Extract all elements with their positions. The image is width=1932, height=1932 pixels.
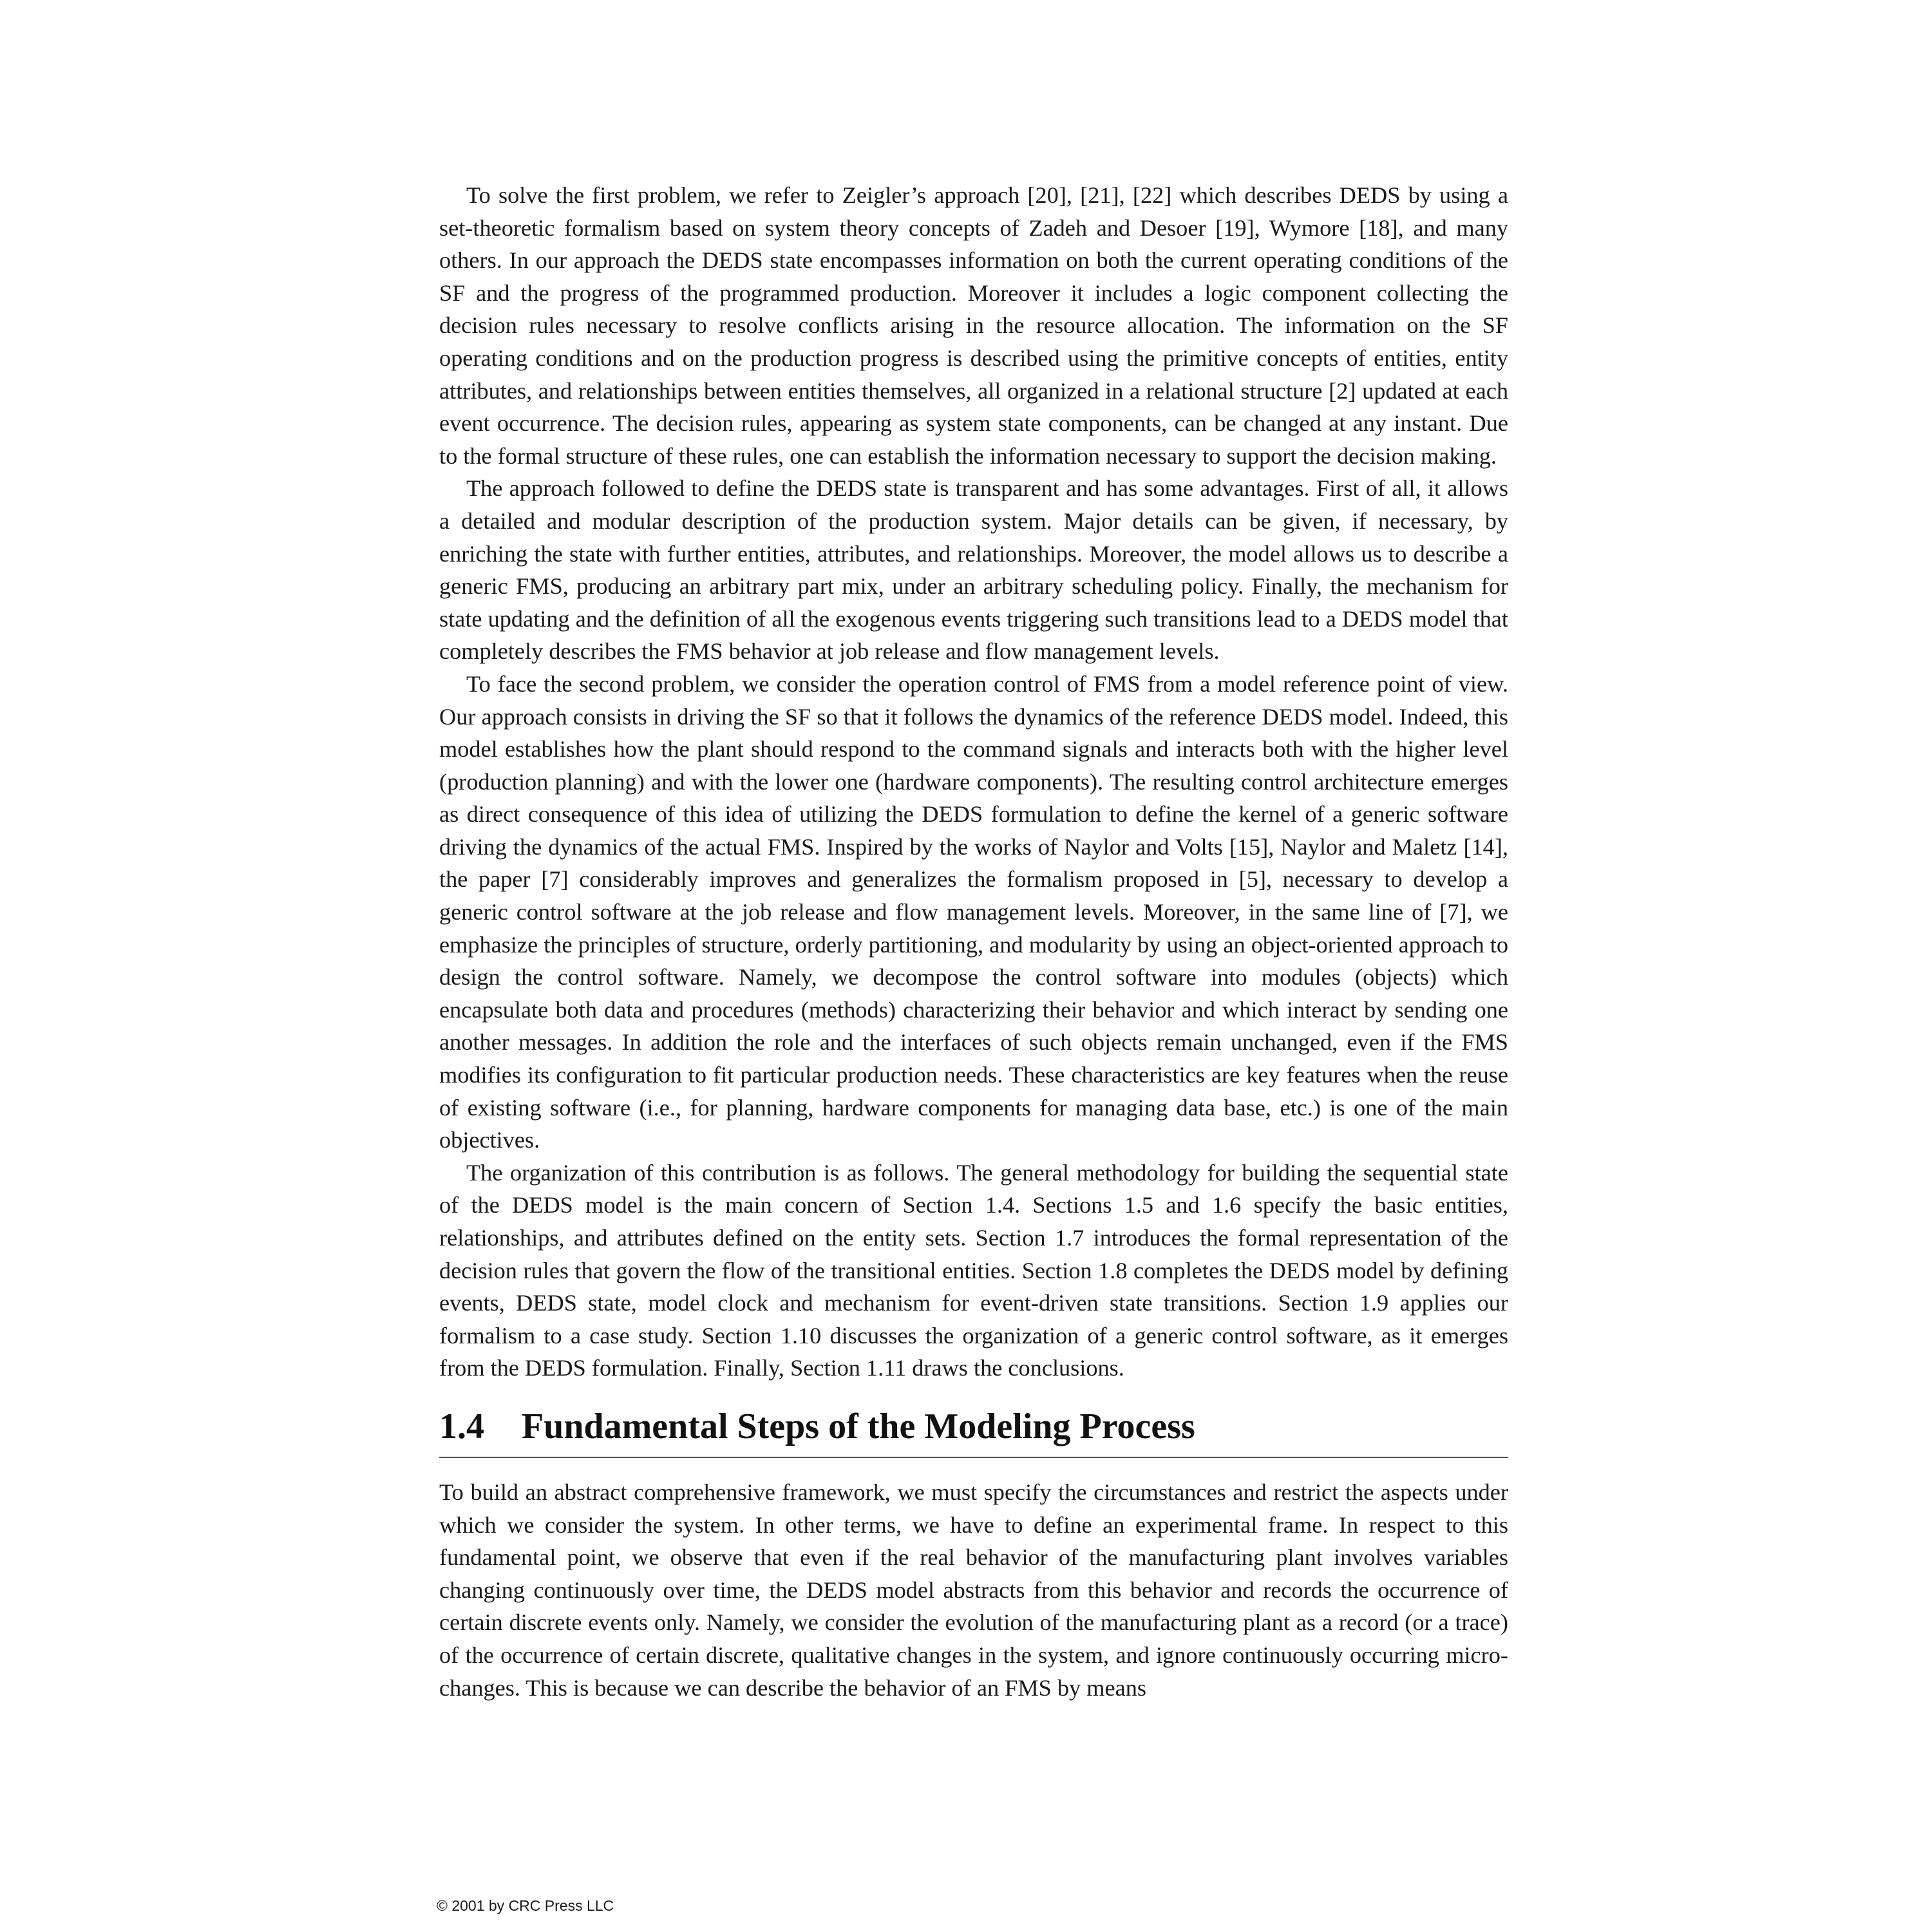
- section-title: Fundamental Steps of the Modeling Process: [522, 1406, 1195, 1446]
- copyright-footer: © 2001 by CRC Press LLC: [437, 1897, 614, 1914]
- body-paragraph: The approach followed to define the DEDS state is transparent and has some advantages. First of all, it allows a detailed and modular description of the production system. Major details can be given, if necessary, by enriching the state with further entities, attributes, and relationships. Moreover, the model allows us to describe a generic FMS, producing an arbitrary part mix, under an arbitrary scheduling policy. Finally, the mechanism for state updating and the definition of all the exogenous events triggering such transitions lead to a DEDS model that completely describes the FMS behavior at job release and flow management levels.: [439, 475, 1508, 665]
- body-paragraph: To face the second problem, we consider the operation control of FMS from a model reference point of view. Our approach consists in driving the SF so that it follows the dynamics of the reference DEDS model. Indeed, this model establishes how the plant should respond to the command signals and interacts both with the higher level (production planning) and with the lower one (hardware components). The resulting control architecture emerges as direct consequence of this idea of utilizing the DEDS formulation to define the kernel of a generic software driving the dynamics of the actual FMS. Inspired by the works of Naylor and Volts [15], Naylor and Maletz [14], the paper [7] considerably improves and generalizes the formalism proposed in [5], necessary to develop a generic control software at the job release and flow management levels. Moreover, in the same line of [7], we emphasize the principles of structure, orderly partitioning, and modularity by using an object-oriented approach to design the control software. Namely, we decompose the control software into modules (objects) which encapsulate both data and procedures (methods) characterizing their behavior and which interact by sending one another messages. In addition the role and the interfaces of such objects remain unchanged, even if the FMS modifies its configuration to fit particular production needs. These characteristics are key features when the reuse of existing software (i.e., for planning, hardware components for managing data base, etc.) is one of the main objectives.: [439, 670, 1508, 1153]
- text-column: [439, 179, 1508, 1704]
- body-paragraph: To solve the first problem, we refer to Zeigler’s approach [20], [21], [22] which describes DEDS by using a set-theoretic formalism based on system theory concepts of Zadeh and Desoer [19], Wymore [18], and many others. In our approach the DEDS state encompasses information on both the current operating conditions of the SF and the progress of the programmed production. Moreover it includes a logic component collecting the decision rules necessary to resolve conflicts arising in the resource allocation. The information on the SF operating conditions and on the production progress is described using the primitive concepts of entities, entity attributes, and relationships between entities themselves, all organized in a relational structure [2] updated at each event occurrence. The decision rules, appearing as system state components, can be changed at any instant. Due to the formal structure of these rules, one can establish the information necessary to support the decision making.: [439, 182, 1508, 469]
- body-paragraph: The organization of this contribution is as follows. The general methodology for building the sequential state of the DEDS model is the main concern of Section 1.4. Sections 1.5 and 1.6 specify the basic entities, relationships, and attributes defined on the entity sets. Section 1.7 introduces the formal representation of the decision rules that govern the flow of the transitional entities. Section 1.8 completes the DEDS model by defining events, DEDS state, model clock and mechanism for event-driven state transitions. Section 1.9 applies our formalism to a case study. Section 1.10 discusses the organization of a generic control software, as it emerges from the DEDS formulation. Finally, Section 1.11 draws the conclusions.: [439, 1159, 1508, 1381]
- section-number: 1.4: [439, 1406, 484, 1446]
- section-heading: [439, 1404, 1508, 1458]
- section-paragraph: To build an abstract comprehensive framework, we must specify the circumstances and restrict the aspects under which we consider the system. In other terms, we have to define an experimental frame. In respect to this fundamental point, we observe that even if the real behavior of the manufacturing plant involves variables changing continuously over time, the DEDS model abstracts from this behavior and records the occurrence of certain discrete events only. Namely, we consider the evolution of the manufacturing plant as a record (or a trace) of the occurrence of certain discrete, qualitative changes in the system, and ignore continuously occurring micro-changes. This is because we can describe the behavior of an FMS by means: [439, 1479, 1508, 1701]
